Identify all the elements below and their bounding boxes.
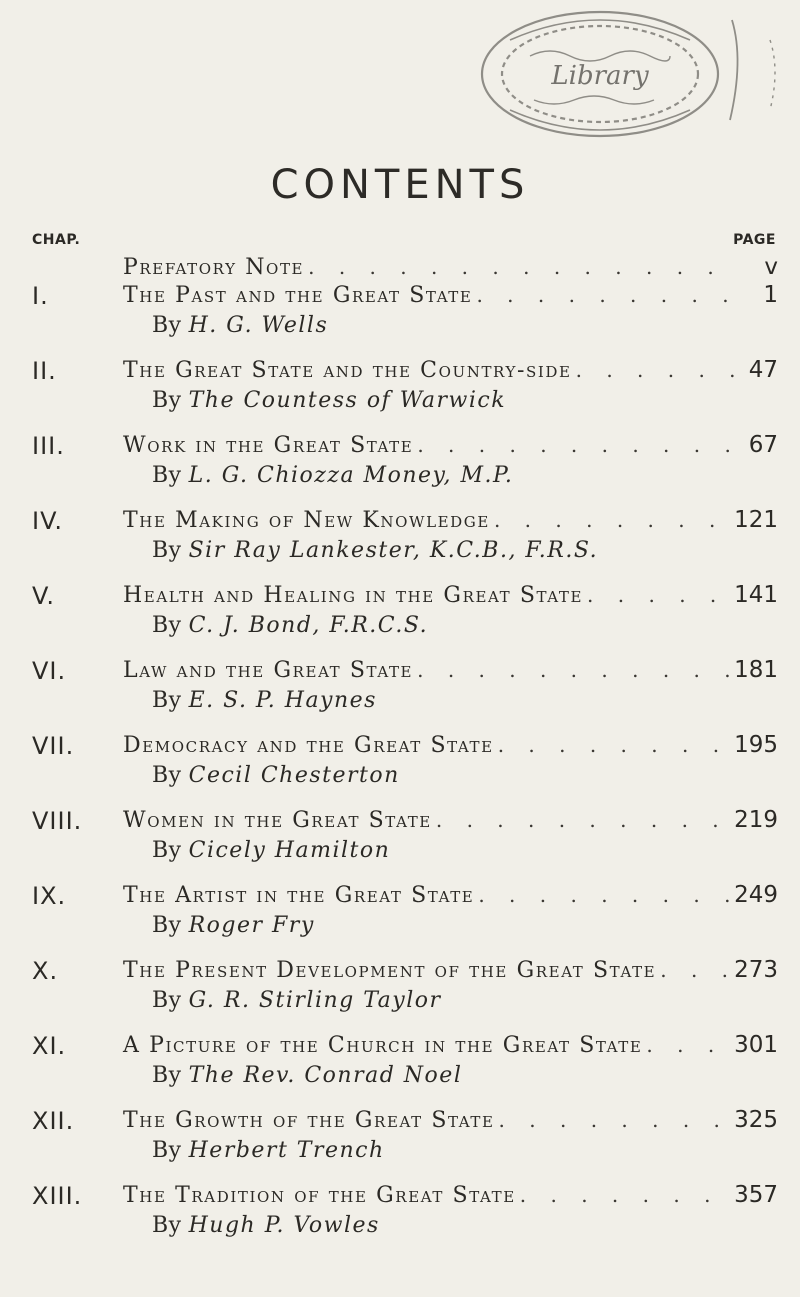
entry-page: 121 xyxy=(734,507,778,533)
chapter-entry xyxy=(0,801,800,876)
entry-page: v xyxy=(764,254,778,280)
author-name: Cecil Chesterton xyxy=(188,763,400,788)
author-name: E. S. P. Haynes xyxy=(188,688,377,713)
author-prefix: By xyxy=(152,313,182,338)
contents-list xyxy=(0,248,800,1251)
author-line xyxy=(152,763,400,788)
author-prefix: By xyxy=(152,463,182,488)
entry-title: A Picture of the Church in the Great State xyxy=(123,1033,643,1058)
author-line xyxy=(152,1063,462,1088)
author-name: Cicely Hamilton xyxy=(188,838,391,863)
chapter-number: X. xyxy=(32,957,59,985)
entry-title: Work in the Great State xyxy=(123,433,414,458)
chapter-number: VII. xyxy=(32,732,75,760)
leader-dots xyxy=(520,1183,734,1207)
entry-title: The Making of New Knowledge xyxy=(123,508,490,533)
entry-page: 67 xyxy=(748,432,778,458)
entry-page: 219 xyxy=(734,807,778,833)
leader-dots xyxy=(436,808,734,832)
author-name: G. R. Stirling Taylor xyxy=(188,988,442,1013)
author-name: C. J. Bond, F.R.C.S. xyxy=(188,613,429,638)
leader-dots xyxy=(478,883,734,907)
author-name: L. G. Chiozza Money, M.P. xyxy=(188,463,514,488)
entry-title: The Artist in the Great State xyxy=(123,883,475,908)
chapter-number: III. xyxy=(32,432,65,460)
author-name: The Rev. Conrad Noel xyxy=(188,1063,463,1088)
author-prefix: By xyxy=(152,1138,182,1163)
chapter-entry xyxy=(0,651,800,726)
author-prefix: By xyxy=(152,838,182,863)
chapter-entry xyxy=(0,1176,800,1251)
page-title: CONTENTS xyxy=(270,162,530,208)
entry-page: 249 xyxy=(734,882,778,908)
chapter-entry xyxy=(0,576,800,651)
author-line xyxy=(152,988,442,1013)
entry-page: 1 xyxy=(763,282,778,308)
entry-title: The Growth of the Great State xyxy=(123,1108,495,1133)
leader-dots xyxy=(476,283,734,307)
author-line xyxy=(152,313,328,338)
leader-dots xyxy=(576,358,734,382)
chapter-number: V. xyxy=(32,582,55,610)
chapter-entry xyxy=(0,501,800,576)
leader-dots xyxy=(499,1108,734,1132)
chapter-number: IX. xyxy=(32,882,67,910)
chapter-entry xyxy=(0,426,800,501)
leader-dots xyxy=(587,583,734,607)
author-name: Sir Ray Lankester, K.C.B., F.R.S. xyxy=(188,538,599,563)
chapter-entry xyxy=(0,351,800,426)
entry-page: 195 xyxy=(734,732,778,758)
entry-page: 181 xyxy=(734,657,778,683)
author-line xyxy=(152,1138,385,1163)
chapter-entry xyxy=(0,726,800,801)
author-line xyxy=(152,388,506,413)
entry-title: The Tradition of the Great State xyxy=(123,1183,516,1208)
leader-dots xyxy=(660,958,734,982)
entry-title: Law and the Great State xyxy=(123,658,414,683)
chapter-number: II. xyxy=(32,357,57,385)
entry-title: Women in the Great State xyxy=(123,808,432,833)
chapter-entry xyxy=(0,951,800,1026)
author-name: Roger Fry xyxy=(188,913,315,938)
author-line xyxy=(152,538,598,563)
author-name: Herbert Trench xyxy=(188,1138,385,1163)
author-line xyxy=(152,838,390,863)
author-line xyxy=(152,613,428,638)
chapter-number: XI. xyxy=(32,1032,67,1060)
author-name: H. G. Wells xyxy=(188,313,329,338)
chapter-number: VIII. xyxy=(32,807,83,835)
entry-title: Prefatory Note xyxy=(123,255,305,280)
chapter-entry xyxy=(0,1101,800,1176)
entry-page: 141 xyxy=(734,582,778,608)
author-prefix: By xyxy=(152,763,182,788)
entry-title: The Past and the Great State xyxy=(123,283,473,308)
entry-title: The Great State and the Country-side xyxy=(123,358,572,383)
chapter-number: I. xyxy=(32,282,49,310)
entry-title: Democracy and the Great State xyxy=(123,733,494,758)
entry-title: Health and Healing in the Great State xyxy=(123,583,584,608)
entry-title: The Present Development of the Great State xyxy=(123,958,657,983)
author-prefix: By xyxy=(152,1063,182,1088)
entry-page: 301 xyxy=(734,1032,778,1058)
preface-entry xyxy=(0,248,800,280)
author-line xyxy=(152,463,513,488)
leader-dots xyxy=(494,508,734,532)
author-prefix: By xyxy=(152,613,182,638)
leader-dots xyxy=(417,658,734,682)
entry-page: 325 xyxy=(734,1107,778,1133)
author-prefix: By xyxy=(152,538,182,563)
leader-dots xyxy=(498,733,734,757)
author-prefix: By xyxy=(152,1213,182,1238)
entry-page: 357 xyxy=(734,1182,778,1208)
author-line xyxy=(152,1213,380,1238)
entry-page: 273 xyxy=(734,957,778,983)
chapter-entry xyxy=(0,876,800,951)
author-prefix: By xyxy=(152,913,182,938)
chapter-number: VI. xyxy=(32,657,67,685)
chapter-number: XIII. xyxy=(32,1182,83,1210)
leader-dots xyxy=(417,433,734,457)
leader-dots xyxy=(646,1033,734,1057)
author-name: Hugh P. Vowles xyxy=(188,1213,380,1238)
page-column-heading: PAGE xyxy=(733,232,776,248)
author-line xyxy=(152,688,377,713)
author-prefix: By xyxy=(152,988,182,1013)
chapter-entry xyxy=(0,276,800,351)
author-prefix: By xyxy=(152,688,182,713)
author-line xyxy=(152,913,315,938)
chapter-entry xyxy=(0,1026,800,1101)
entry-page: 47 xyxy=(748,357,778,383)
stamp-text: Library xyxy=(551,61,649,91)
chapter-number: IV. xyxy=(32,507,64,535)
chapter-number: XII. xyxy=(32,1107,75,1135)
library-stamp-icon xyxy=(470,0,800,150)
chapter-column-heading: CHAP. xyxy=(32,232,81,248)
author-prefix: By xyxy=(152,388,182,413)
author-name: The Countess of Warwick xyxy=(188,388,507,413)
